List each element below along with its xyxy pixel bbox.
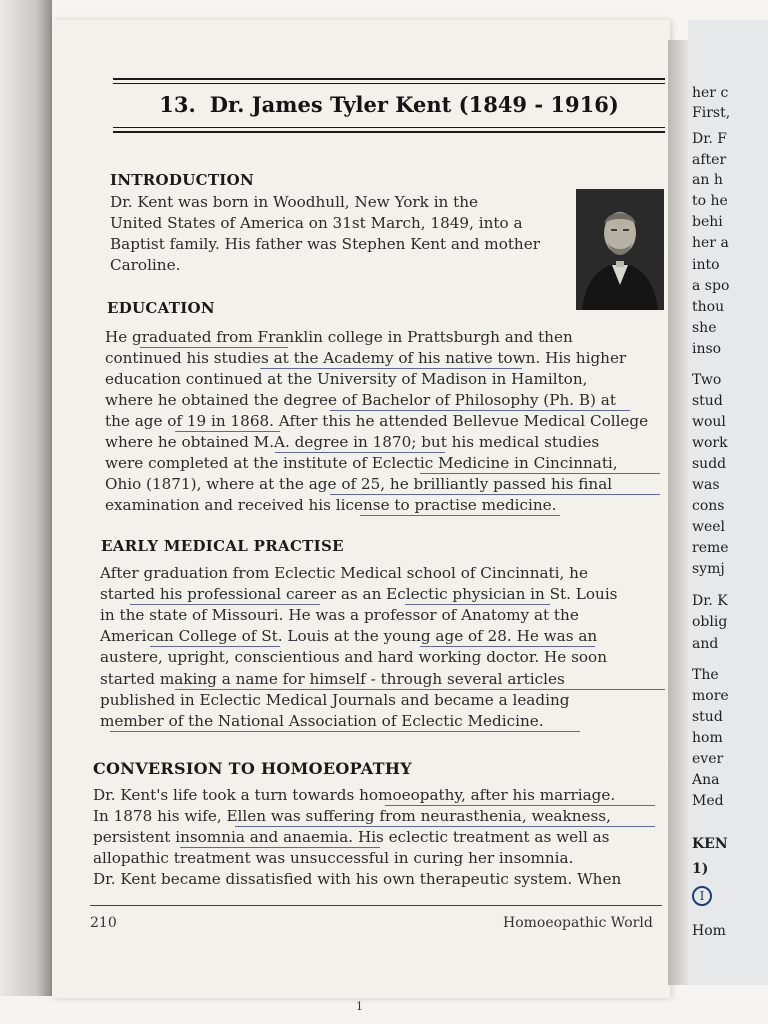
scan-mark: 1 [356,1000,363,1013]
text-line: allopathic treatment was unsuccessful in curing her insomnia. [93,849,574,867]
text-line: Caroline. [110,256,181,274]
adjacent-page-line: to he [692,193,728,209]
adjacent-page-line: Med [692,793,724,809]
adjacent-page-line: after [692,152,727,168]
adjacent-page-line: Dr. F [692,131,727,147]
adjacent-page-line: an h [692,172,723,188]
adjacent-page-line: woul [692,414,726,430]
text-line: the age of 19 in 1868. After this he attended Bellevue Medical College [105,412,649,430]
text-line: United States of America on 31st March, 1849, into a [110,214,523,232]
adjacent-page-line: cons [692,498,725,514]
text-line: where he obtained M.A. degree in 1870; but his medical studies [105,433,600,451]
text-line: member of the National Association of Eclectic Medicine. [100,712,544,730]
text-line: He graduated from Franklin college in Prattsburgh and then [105,328,573,346]
text-line: started his professional career as an Eclectic physician in St. Louis [100,585,618,603]
pen-underline [275,452,445,453]
page-number: 210 [90,915,117,931]
text-line: continued his studies at the Academy of his native town. His higher [105,349,627,367]
adjacent-page-line: oblig [692,614,728,630]
section-heading-education: EDUCATION [107,299,215,317]
text-line: Baptist family. His father was Stephen Kent and mother [110,235,540,253]
text-line: Dr. Kent's life took a turn towards homoeopathy, after his marriage. [93,786,616,804]
footer-rule [90,905,662,906]
adjacent-page-circled-mark: I [692,886,712,906]
adjacent-page-line: Ana [692,772,720,788]
section-heading-introduction: INTRODUCTION [110,171,255,189]
text-line: in the state of Missouri. He was a professor of Anatomy at the [100,606,579,624]
book-title: Homoeopathic World [503,915,653,931]
adjacent-page-line: weel [692,519,726,535]
adjacent-page-line: she [692,320,717,336]
adjacent-page-line: reme [692,540,729,556]
book-spine [668,40,690,985]
adjacent-page-line: Dr. K [692,593,728,609]
portrait-photo [576,189,664,310]
adjacent-page-line: sudd [692,456,727,472]
text-line: American College of St. Louis at the young age of 28. He was an [100,627,598,645]
pen-underline [180,847,380,848]
adjacent-page-line: was [692,477,720,493]
pen-underline [175,689,665,690]
adjacent-page-line: her a [692,235,729,251]
text-line: where he obtained the degree of Bachelor of Philosophy (Ph. B) at [105,391,616,409]
pen-underline [150,646,280,647]
adjacent-page-line: her c [692,85,729,101]
pen-underline [405,604,550,605]
pen-underline [260,368,522,369]
adjacent-page-line: 1) [692,861,709,877]
text-line: education continued at the University of Madison in Hamilton, [105,370,588,388]
text-line: In 1878 his wife, Ellen was suffering from neurasthenia, weakness, [93,807,611,825]
title-top-rule-thin [113,83,665,84]
adjacent-page-line: more [692,688,729,704]
text-line: were completed at the institute of Eclectic Medicine in Cincinnati, [105,454,618,472]
adjacent-page [688,20,768,985]
text-line: austere, upright, conscientious and hard working doctor. He soon [100,648,607,666]
adjacent-page-footer: Hom [692,923,726,939]
pen-underline [360,515,560,516]
title-top-rule [113,78,665,80]
text-line: Dr. Kent was born in Woodhull, New York in the [110,193,479,211]
text-line: examination and received his license to practise medicine. [105,496,557,514]
adjacent-page-heading: KEN [692,836,728,852]
adjacent-page-line: work [692,435,728,451]
adjacent-page-line: and [692,636,719,652]
pen-underline [420,646,595,647]
chapter-title-text: Dr. James Tyler Kent (1849 - 1916) [209,92,619,117]
scanner-background-bottom [0,996,768,1024]
text-line: Ohio (1871), where at the age of 25, he brilliantly passed his final [105,475,613,493]
pen-underline [420,473,660,474]
adjacent-page-line: stud [692,709,723,725]
pen-underline [110,731,580,732]
scanner-background [0,0,52,1024]
adjacent-page-line: The [692,667,719,683]
portrait-illustration [576,189,664,310]
pen-underline [130,604,320,605]
adjacent-page-line: symj [692,561,725,577]
chapter-number: 13. [159,92,196,117]
text-line: published in Eclectic Medical Journals and became a leading [100,691,570,709]
pen-underline [140,347,288,348]
adjacent-page-line: hom [692,730,723,746]
adjacent-page-line: inso [692,341,722,357]
chapter-title [113,92,665,117]
pen-underline [330,494,660,495]
text-line: After graduation from Eclectic Medical school of Cincinnati, he [100,564,588,582]
pen-underline [175,431,280,432]
text-line: persistent insomnia and anaemia. His eclectic treatment as well as [93,828,610,846]
text-line: Dr. Kent became dissatisfied with his own therapeutic system. When [93,870,622,888]
title-bottom-rule-thin [113,127,665,128]
adjacent-page-line: stud [692,393,723,409]
adjacent-page-line: Two [692,372,722,388]
adjacent-page-line: ever [692,751,724,767]
section-heading-early-practise: EARLY MEDICAL PRACTISE [101,537,344,555]
title-bottom-rule [113,131,665,133]
pen-underline [385,805,655,806]
adjacent-page-line: into [692,257,720,273]
pen-underline [235,826,655,827]
text-line: started making a name for himself - through several articles [100,670,565,688]
section-heading-conversion: CONVERSION TO HOMOEOPATHY [93,759,412,778]
adjacent-page-line: a spo [692,278,730,294]
pen-underline [330,410,630,411]
adjacent-page-line: First, [692,105,731,121]
adjacent-page-line: thou [692,299,725,315]
adjacent-page-line: behi [692,214,723,230]
